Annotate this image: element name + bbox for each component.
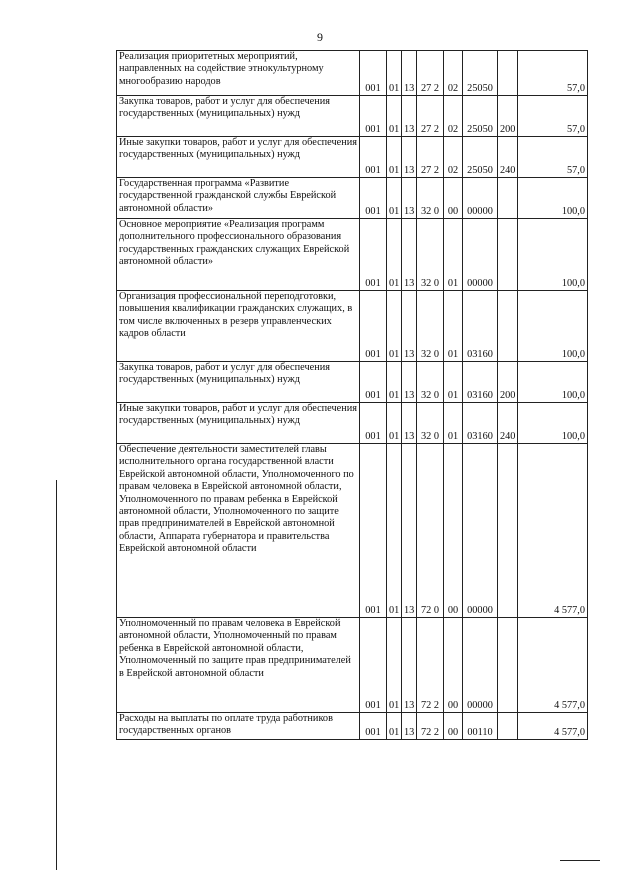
section-code: 01	[387, 96, 402, 137]
table-row	[117, 51, 588, 96]
amount: 100,0	[518, 291, 588, 362]
ministry-code: 001	[360, 291, 387, 362]
amount: 4 577,0	[518, 444, 588, 618]
ministry-code: 001	[360, 362, 387, 403]
target-code: 00000	[463, 444, 498, 618]
subprogram-code: 01	[444, 362, 463, 403]
subprogram-code: 02	[444, 51, 463, 96]
subsection-code: 13	[402, 618, 417, 713]
section-code: 01	[387, 178, 402, 219]
table-row	[117, 178, 588, 219]
expense-type-code	[498, 618, 518, 713]
subsection-code: 13	[402, 96, 417, 137]
section-code: 01	[387, 444, 402, 618]
target-code: 00110	[463, 713, 498, 740]
subprogram-code: 01	[444, 219, 463, 291]
table-row	[117, 96, 588, 137]
budget-table	[116, 50, 588, 740]
row-name: Закупка товаров, работ и услуг для обеспечения государственных (муниципальных) нужд	[117, 96, 360, 137]
table-row	[117, 291, 588, 362]
target-code: 00000	[463, 618, 498, 713]
row-name: Иные закупки товаров, работ и услуг для обеспечения государственных (муниципальных) нужд	[117, 137, 360, 178]
subsection-code: 13	[402, 403, 417, 444]
margin-mark-left	[56, 480, 57, 870]
amount: 57,0	[518, 96, 588, 137]
program-code: 27 2	[417, 137, 444, 178]
row-name: Реализация приоритетных мероприятий, направленных на содействие этнокультурному многообразию народов	[117, 51, 360, 96]
row-name: Обеспечение деятельности заместителей главы исполнительного органа государственной власти Еврейской автономной области, Уполномоченного по правам человека в Еврейской автономной области, Уполномоченного по правам ребенка в Еврейской автономной области, Уполномоченного по защите прав предпринимателей в Еврейской автономной области, Аппарата губернатора и правительства Еврейской автономной области	[117, 444, 360, 618]
table-row	[117, 618, 588, 713]
margin-mark-bottom	[560, 860, 600, 861]
expense-type-code: 240	[498, 137, 518, 178]
amount: 100,0	[518, 362, 588, 403]
expense-type-code: 240	[498, 403, 518, 444]
amount: 57,0	[518, 137, 588, 178]
subprogram-code: 02	[444, 137, 463, 178]
program-code: 72 0	[417, 444, 444, 618]
subsection-code: 13	[402, 713, 417, 740]
amount: 57,0	[518, 51, 588, 96]
row-name: Основное мероприятие «Реализация программ дополнительного профессионального образования государственных гражданских служащих Еврейской автономной области»	[117, 219, 360, 291]
table-row	[117, 219, 588, 291]
amount: 4 577,0	[518, 618, 588, 713]
subprogram-code: 00	[444, 178, 463, 219]
subprogram-code: 01	[444, 403, 463, 444]
target-code: 00000	[463, 178, 498, 219]
amount: 100,0	[518, 219, 588, 291]
target-code: 25050	[463, 137, 498, 178]
ministry-code: 001	[360, 618, 387, 713]
row-name: Организация профессиональной переподготовки, повышения квалификации гражданских служащих, в том числе включенных в резерв управленческих кадров области	[117, 291, 360, 362]
ministry-code: 001	[360, 96, 387, 137]
amount: 100,0	[518, 403, 588, 444]
ministry-code: 001	[360, 713, 387, 740]
program-code: 32 0	[417, 291, 444, 362]
section-code: 01	[387, 403, 402, 444]
expense-type-code: 200	[498, 362, 518, 403]
ministry-code: 001	[360, 403, 387, 444]
expense-type-code	[498, 713, 518, 740]
program-code: 32 0	[417, 403, 444, 444]
row-name: Государственная программа «Развитие государственной гражданской службы Еврейской автономной области»	[117, 178, 360, 219]
section-code: 01	[387, 51, 402, 96]
row-name: Уполномоченный по правам человека в Еврейской автономной области, Уполномоченный по правам ребенка в Еврейской автономной области, Уполномоченный по защите прав предпринимателей в Еврейской автономной области	[117, 618, 360, 713]
ministry-code: 001	[360, 51, 387, 96]
subsection-code: 13	[402, 362, 417, 403]
expense-type-code: 200	[498, 96, 518, 137]
subsection-code: 13	[402, 444, 417, 618]
subprogram-code: 00	[444, 713, 463, 740]
target-code: 03160	[463, 362, 498, 403]
ministry-code: 001	[360, 137, 387, 178]
target-code: 03160	[463, 403, 498, 444]
subprogram-code: 02	[444, 96, 463, 137]
amount: 100,0	[518, 178, 588, 219]
target-code: 00000	[463, 219, 498, 291]
target-code: 03160	[463, 291, 498, 362]
section-code: 01	[387, 618, 402, 713]
section-code: 01	[387, 713, 402, 740]
row-name: Иные закупки товаров, работ и услуг для обеспечения государственных (муниципальных) нужд	[117, 403, 360, 444]
target-code: 25050	[463, 51, 498, 96]
program-code: 32 0	[417, 178, 444, 219]
subprogram-code: 01	[444, 291, 463, 362]
program-code: 32 0	[417, 219, 444, 291]
subprogram-code: 00	[444, 618, 463, 713]
amount: 4 577,0	[518, 713, 588, 740]
table-row	[117, 713, 588, 740]
section-code: 01	[387, 219, 402, 291]
page-number: 9	[317, 30, 323, 44]
ministry-code: 001	[360, 444, 387, 618]
section-code: 01	[387, 362, 402, 403]
expense-type-code	[498, 51, 518, 96]
row-name: Расходы на выплаты по оплате труда работников государственных органов	[117, 713, 360, 740]
program-code: 72 2	[417, 713, 444, 740]
subsection-code: 13	[402, 291, 417, 362]
program-code: 27 2	[417, 51, 444, 96]
program-code: 32 0	[417, 362, 444, 403]
expense-type-code	[498, 178, 518, 219]
subsection-code: 13	[402, 178, 417, 219]
row-name: Закупка товаров, работ и услуг для обеспечения государственных (муниципальных) нужд	[117, 362, 360, 403]
section-code: 01	[387, 291, 402, 362]
program-code: 72 2	[417, 618, 444, 713]
table-row	[117, 362, 588, 403]
subsection-code: 13	[402, 219, 417, 291]
table-row	[117, 444, 588, 618]
table-row	[117, 137, 588, 178]
section-code: 01	[387, 137, 402, 178]
expense-type-code	[498, 219, 518, 291]
table-row	[117, 403, 588, 444]
target-code: 25050	[463, 96, 498, 137]
subsection-code: 13	[402, 51, 417, 96]
program-code: 27 2	[417, 96, 444, 137]
subsection-code: 13	[402, 137, 417, 178]
ministry-code: 001	[360, 178, 387, 219]
expense-type-code	[498, 291, 518, 362]
subprogram-code: 00	[444, 444, 463, 618]
expense-type-code	[498, 444, 518, 618]
ministry-code: 001	[360, 219, 387, 291]
